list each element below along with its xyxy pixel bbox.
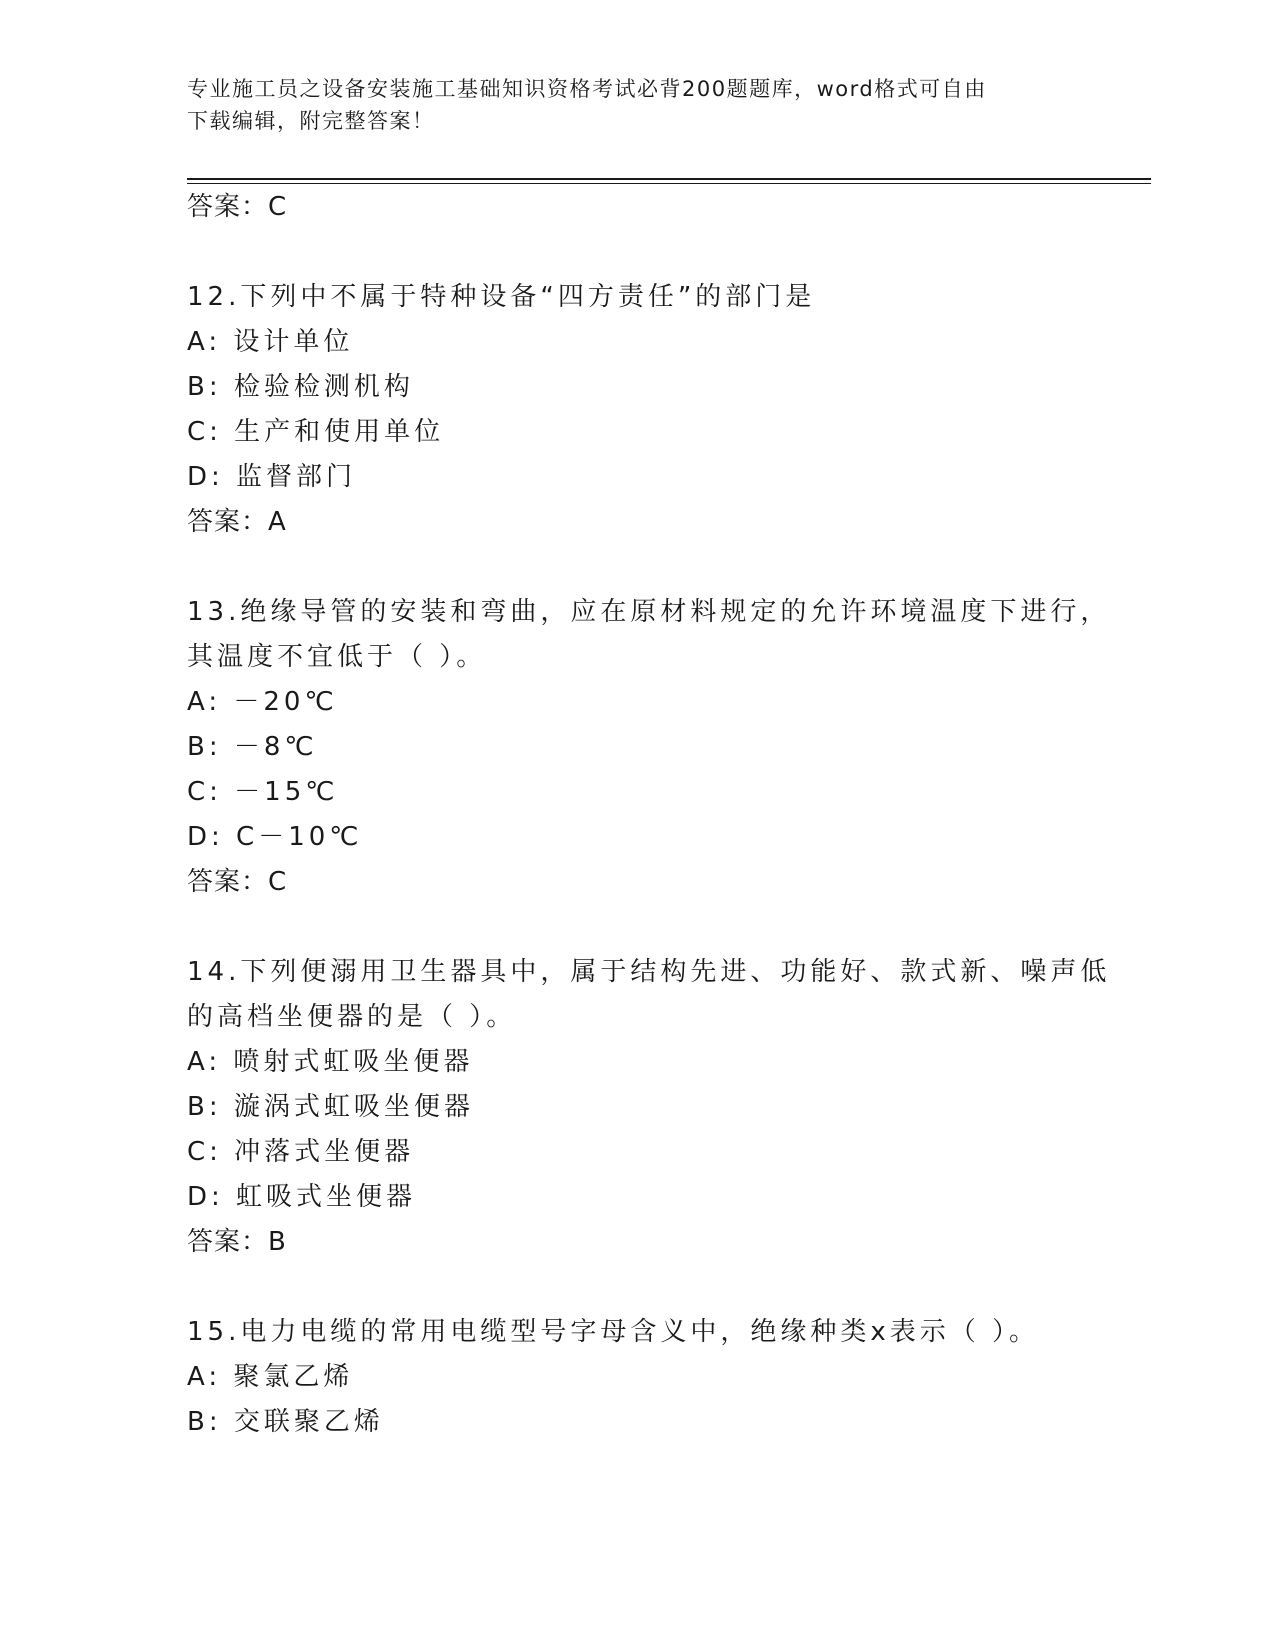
answer-11: 答案：C bbox=[187, 192, 288, 222]
header-line-1: 专业施工员之设备安装施工基础知识资格考试必背200题题库，word格式可自由 bbox=[187, 77, 987, 101]
question-14-text-line-2: 的高档坐便器的是（ ）。 bbox=[187, 1002, 517, 1032]
question-13-option-c: C: －15℃ bbox=[187, 777, 339, 807]
question-14-option-d: D: 虹吸式坐便器 bbox=[187, 1182, 417, 1212]
question-13-option-a: A: －20℃ bbox=[187, 687, 338, 717]
header-rule-thick bbox=[187, 178, 1151, 180]
question-12-text: 12.下列中不属于特种设备“四方责任”的部门是 bbox=[187, 282, 816, 312]
question-14-option-c: C: 冲落式坐便器 bbox=[187, 1137, 415, 1167]
question-14-option-a: A: 喷射式虹吸坐便器 bbox=[187, 1047, 474, 1077]
question-12-option-c: C: 生产和使用单位 bbox=[187, 417, 445, 447]
question-15-text: 15.电力电缆的常用电缆型号字母含义中，绝缘种类x表示（ ）。 bbox=[187, 1317, 1040, 1347]
question-13-text-line-1: 13.绝缘导管的安装和弯曲，应在原材料规定的允许环境温度下进行， bbox=[187, 597, 1111, 627]
document-header bbox=[187, 73, 1067, 137]
question-14-option-b: B: 漩涡式虹吸坐便器 bbox=[187, 1092, 474, 1122]
question-13-text-line-2: 其温度不宜低于（ ）。 bbox=[187, 642, 487, 672]
header-rule-thin bbox=[187, 183, 1151, 184]
question-15-option-b: B: 交联聚乙烯 bbox=[187, 1407, 384, 1437]
question-14-text-line-1: 14.下列便溺用卫生器具中，属于结构先进、功能好、款式新、噪声低 bbox=[187, 957, 1111, 987]
answer-12: 答案：A bbox=[187, 507, 287, 537]
answer-13: 答案：C bbox=[187, 867, 288, 897]
question-15-option-a: A: 聚氯乙烯 bbox=[187, 1362, 354, 1392]
question-12-option-a: A: 设计单位 bbox=[187, 327, 354, 357]
answer-14: 答案：B bbox=[187, 1227, 287, 1257]
header-line-2: 下载编辑，附完整答案！ bbox=[187, 109, 435, 133]
question-13-option-d: D: C－10℃ bbox=[187, 822, 363, 852]
question-12-option-d: D: 监督部门 bbox=[187, 462, 357, 492]
question-13-option-b: B: －8℃ bbox=[187, 732, 318, 762]
question-12-option-b: B: 检验检测机构 bbox=[187, 372, 414, 402]
